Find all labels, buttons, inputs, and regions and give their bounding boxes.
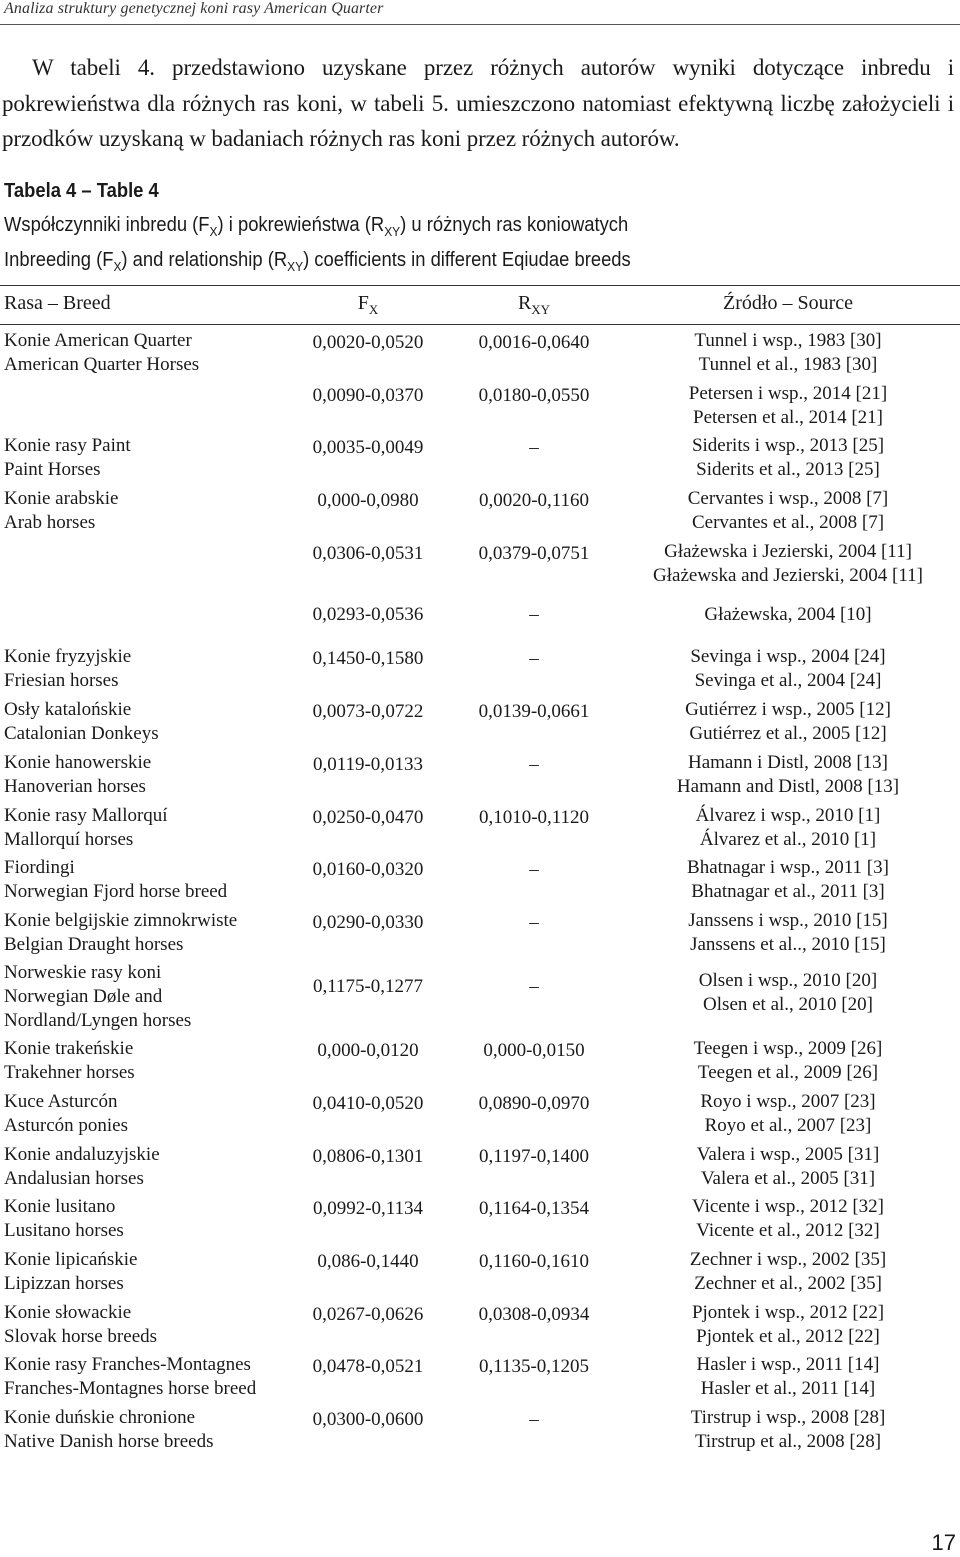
rxy-value: 0,1160-0,1610 [478, 1251, 590, 1272]
table-header-rule [0, 324, 960, 325]
breed-name-line: Paint Horses [4, 459, 101, 480]
breed-name: Osły katalońskie [4, 699, 132, 720]
rxy-value: – [529, 604, 539, 625]
rxy-value: 0,0020-0,1160 [478, 490, 590, 511]
fx-value: 0,0992-0,1134 [312, 1198, 424, 1219]
intro-paragraph: W tabeli 4. przedstawiono uzyskane przez różnych autorów wyniki dotyczące inbredu i pokrewieństwa dla różnych ras koni, w tabeli 5. umieszczono natomiast efektywną liczbę założycieli i przodków uzyskaną w badaniach różnych ras koni przez różnych autorów. [2, 55, 954, 151]
breed-name-line: Franches-Montagnes horse breed [4, 1378, 257, 1399]
fx-value: 0,086-0,1440 [317, 1251, 419, 1272]
rxy-value: 0,0379-0,0751 [478, 543, 590, 564]
rxy-value: 0,000-0,0150 [483, 1040, 585, 1061]
breed-name-line: Native Danish horse breeds [4, 1431, 214, 1452]
breed-name: Konie duńskie chronione [4, 1407, 196, 1428]
rxy-value: – [529, 859, 539, 880]
fx-value: 0,0410-0,0520 [312, 1093, 424, 1114]
fx-value: 0,0160-0,0320 [312, 859, 424, 880]
source-reference: Głażewska i Jezierski, 2004 [11] [664, 541, 912, 562]
breed-name-line: Norwegian Fjord horse breed [4, 881, 228, 902]
source-reference: Pjontek i wsp., 2012 [22] [691, 1302, 885, 1323]
rxy-value: 0,1010-0,1120 [478, 807, 590, 828]
header-rule [0, 24, 960, 25]
fx-value: 0,000-0,0980 [317, 490, 419, 511]
rxy-value: – [529, 437, 539, 458]
source-reference: Valera i wsp., 2005 [31] [696, 1144, 880, 1165]
breed-name: Konie trakeńskie [4, 1038, 134, 1059]
source-reference: Głażewska, 2004 [10] [704, 604, 872, 625]
source-reference: Tirstrup i wsp., 2008 [28] [690, 1407, 886, 1428]
rxy-value: – [529, 912, 539, 933]
fx-value: 0,0090-0,0370 [312, 385, 424, 406]
breed-name-line: Hanoverian horses [4, 776, 146, 797]
header-fx: $F_X$ [357, 292, 379, 317]
source-reference: Sevinga i wsp., 2004 [24] [690, 646, 886, 667]
source-reference: Gutiérrez i wsp., 2005 [12] [685, 699, 891, 720]
fx-value: 0,0806-0,1301 [312, 1146, 424, 1167]
fx-value: 0,0290-0,0330 [312, 912, 424, 933]
source-reference: Hamann and Distl, 2008 [13] [676, 776, 900, 797]
fx-value: 0,0293-0,0536 [312, 604, 424, 625]
rxy-value: 0,0139-0,0661 [478, 701, 590, 722]
breed-name-line: Norwegian Døle and [4, 986, 163, 1007]
source-reference: Teegen i wsp., 2009 [26] [693, 1038, 883, 1059]
rxy-value: 0,0890-0,0970 [478, 1093, 590, 1114]
source-reference: Bhatnagar i wsp., 2011 [3] [687, 857, 889, 878]
breed-name-line: Trakehner horses [4, 1062, 135, 1083]
source-reference: Gutiérrez et al., 2005 [12] [689, 723, 887, 744]
source-reference: Zechner i wsp., 2002 [35] [689, 1249, 887, 1270]
rxy-value: 0,0180-0,0550 [478, 385, 590, 406]
breed-name: Konie andaluzyjskie [4, 1144, 160, 1165]
fx-value: 0,0250-0,0470 [312, 807, 424, 828]
breed-name-line: Andalusian horses [4, 1168, 144, 1189]
source-reference: Álvarez et al., 2010 [1] [699, 829, 877, 850]
source-reference: Siderits et al., 2013 [25] [696, 459, 880, 480]
source-reference: Siderits i wsp., 2013 [25] [691, 435, 885, 456]
rxy-value: 0,0016-0,0640 [478, 332, 590, 353]
breed-name-line: Catalonian Donkeys [4, 723, 159, 744]
breed-name-line: Slovak horse breeds [4, 1326, 158, 1347]
fx-value: 0,0478-0,0521 [312, 1356, 424, 1377]
breed-name-line: American Quarter Horses [4, 354, 200, 375]
table-title: Tabela 4 – Table 4 [4, 180, 159, 202]
source-reference: Hasler et al., 2011 [14] [700, 1378, 876, 1399]
source-reference: Tunnel et al., 1983 [30] [698, 354, 878, 375]
breed-name-line: Belgian Draught horses [4, 934, 184, 955]
breed-name: Konie lipicańskie [4, 1249, 138, 1270]
fx-value: 0,0035-0,0049 [312, 437, 424, 458]
fx-value: 0,0300-0,0600 [312, 1409, 424, 1430]
source-reference: Teegen et al., 2009 [26] [697, 1062, 879, 1083]
breed-name: Norweskie rasy koni [4, 962, 162, 983]
fx-value: 0,0020-0,0520 [312, 332, 424, 353]
source-reference: Tunnel i wsp., 1983 [30] [694, 330, 882, 351]
source-reference: Olsen i wsp., 2010 [20] [698, 970, 878, 991]
table-caption-pl: Współczynniki inbredu $(F_X)$ i pokrewieństwa $(R_{XY})$ u różnych ras koniowatych [4, 214, 629, 239]
source-reference: Petersen i wsp., 2014 [21] [688, 383, 888, 404]
source-reference: Álvarez i wsp., 2010 [1] [695, 805, 881, 826]
page-number: 17 [931, 1530, 956, 1555]
source-reference: Royo i wsp., 2007 [23] [700, 1091, 876, 1112]
source-reference: Petersen et al., 2014 [21] [693, 407, 883, 428]
header-rxy: $R_{XY}$ [517, 292, 551, 317]
fx-value: 0,0119-0,0133 [312, 754, 424, 775]
breed-name: Konie American Quarter [4, 330, 192, 351]
breed-name-line: Asturcón ponies [4, 1115, 129, 1136]
source-reference: Pjontek et al., 2012 [22] [696, 1326, 880, 1347]
rxy-value: 0,1135-0,1205 [478, 1356, 590, 1377]
breed-name-line: Friesian horses [4, 670, 119, 691]
source-reference: Tirstrup et al., 2008 [28] [694, 1431, 882, 1452]
source-reference: Valera et al., 2005 [31] [700, 1168, 876, 1189]
fx-value: 0,0267-0,0626 [312, 1304, 424, 1325]
rxy-value: – [529, 976, 539, 997]
source-reference: Zechner et al., 2002 [35] [694, 1273, 882, 1294]
source-reference: Cervantes et al., 2008 [7] [691, 512, 885, 533]
rxy-value: 0,1197-0,1400 [478, 1146, 590, 1167]
breed-name: Konie słowackie [4, 1302, 132, 1323]
breed-name: Konie arabskie [4, 488, 119, 509]
rxy-value: 0,0308-0,0934 [478, 1304, 590, 1325]
rxy-value: – [529, 1409, 539, 1430]
header-source: Źródło – Source [723, 292, 853, 314]
source-reference: Janssens i wsp., 2010 [15] [688, 910, 888, 931]
source-reference: Bhatnagar et al., 2011 [3] [691, 881, 885, 902]
breed-name-line: Lusitano horses [4, 1220, 124, 1241]
source-reference: Vicente i wsp., 2012 [32] [692, 1196, 884, 1217]
source-reference: Hamann i Distl, 2008 [13] [687, 752, 889, 773]
source-reference: Sevinga et al., 2004 [24] [694, 670, 882, 691]
header-breed: Rasa – Breed [4, 292, 111, 314]
source-reference: Cervantes i wsp., 2008 [7] [687, 488, 889, 509]
source-reference: Royo et al., 2007 [23] [704, 1115, 872, 1136]
table-caption-en: Inbreeding $(F_X)$ and relationship $(R_{XY})$ coefficients in different Eqiudae breeds [4, 249, 631, 274]
breed-name: Konie rasy Franches-Montagnes [4, 1354, 251, 1375]
breed-name-line: Mallorquí horses [4, 829, 134, 850]
breed-name: Kuce Asturcón [4, 1091, 118, 1112]
table-top-rule [0, 285, 960, 286]
source-reference: Vicente et al., 2012 [32] [696, 1220, 880, 1241]
source-reference: Głażewska and Jezierski, 2004 [11] [653, 565, 923, 586]
fx-value: 0,1450-0,1580 [312, 648, 424, 669]
rxy-value: 0,1164-0,1354 [478, 1198, 590, 1219]
fx-value: 0,1175-0,1277 [312, 976, 424, 997]
breed-name: Konie belgijskie zimnokrwiste [4, 910, 238, 931]
source-reference: Olsen et al., 2010 [20] [703, 994, 873, 1015]
breed-name: Konie fryzyjskie [4, 646, 132, 667]
source-reference: Janssens et al.., 2010 [15] [690, 934, 886, 955]
breed-name: Konie rasy Mallorquí [4, 805, 168, 826]
breed-name: Konie lusitano [4, 1196, 116, 1217]
rxy-value: – [529, 648, 539, 669]
rxy-value: – [529, 754, 539, 775]
source-reference: Hasler i wsp., 2011 [14] [696, 1354, 880, 1375]
fx-value: 0,0306-0,0531 [312, 543, 424, 564]
breed-name-line: Lipizzan horses [4, 1273, 124, 1294]
fx-value: 0,000-0,0120 [317, 1040, 419, 1061]
breed-name: Konie rasy Paint [4, 435, 131, 456]
breed-name: Konie hanowerskie [4, 752, 152, 773]
breed-name-line: Arab horses [4, 512, 96, 533]
running-header: Analiza struktury genetycznej koni rasy American Quarter [4, 0, 384, 17]
breed-name: Fiordingi [4, 857, 75, 878]
breed-name-line: Nordland/Lyngen horses [4, 1010, 192, 1031]
fx-value: 0,0073-0,0722 [312, 701, 424, 722]
